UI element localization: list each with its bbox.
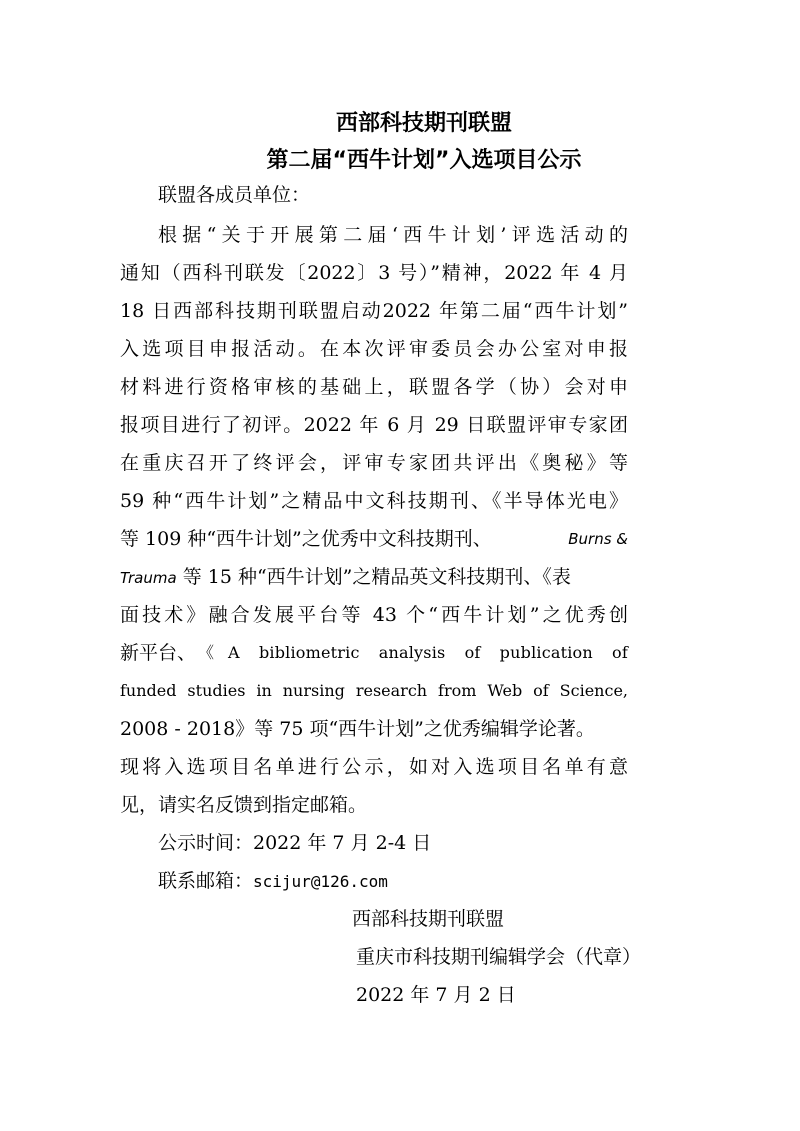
paper-title-start: 《A bibliometric analysis of publication of <box>198 643 628 662</box>
body-line-14: 2008 - 2018》等 75 项“西牛计划”之优秀编辑学论著。 <box>120 718 595 740</box>
body-line-4: 入选项目申报活动。在本次评审委员会办公室对申报 <box>120 338 628 360</box>
journal-name-italic: Burns & <box>568 530 628 548</box>
signature-org-1: 西部科技期刊联盟 <box>352 908 505 930</box>
body-line-16: 见，请实名反馈到指定邮箱。 <box>120 794 368 816</box>
contact-line <box>158 869 388 894</box>
body-text: 新平台、 <box>120 642 197 664</box>
body-text: 等 15 种“西牛计划”之精品英文科技期刊、《表 <box>176 566 571 588</box>
body-line-3: 18 日西部科技期刊联盟启动2022 年第二届“西牛计划” <box>120 300 628 322</box>
document-subtitle: 第二届“西牛计划”入选项目公示 <box>266 148 582 173</box>
body-line-1 <box>158 223 628 247</box>
signature-org-2: 重庆市科技期刊编辑学会（代章） <box>356 946 642 968</box>
salutation: 联盟各成员单位： <box>158 184 311 206</box>
contact-label: 联系邮箱： <box>158 870 254 892</box>
body-text: 根据“关于开展第二届‘西牛计划’评选活动的 <box>158 224 628 246</box>
body-line-10 <box>120 565 628 590</box>
body-line-12 <box>120 641 628 665</box>
journal-name-italic: Trauma <box>120 569 177 587</box>
body-line-8: 59 种“西牛计划”之精品中文科技期刊、《半导体光电》 <box>120 490 628 512</box>
body-text: 等 109 种“西牛计划”之优秀中文科技期刊、 <box>120 528 492 550</box>
notice-time: 公示时间：2022 年 7 月 2-4 日 <box>158 832 432 854</box>
body-line-6: 报项目进行了初评。2022 年 6 月 29 日联盟评审专家团 <box>120 414 628 436</box>
contact-email: scijur@126.com <box>253 872 388 891</box>
body-line-11: 面技术》融合发展平台等 43 个“西牛计划”之优秀创 <box>120 604 628 626</box>
body-line-9 <box>120 527 628 551</box>
body-line-7: 在重庆召开了终评会，评审专家团共评出《奥秘》等 <box>120 452 628 474</box>
signature-date: 2022 年 7 月 2 日 <box>356 984 516 1006</box>
body-line-2: 通知（西科刊联发〔2022〕3 号）”精神，2022 年 4 月 <box>120 262 628 284</box>
body-line-15: 现将入选项目名单进行公示，如对入选项目名单有意 <box>120 756 628 778</box>
document-title: 西部科技期刊联盟 <box>335 111 512 136</box>
body-line-5: 材料进行资格审核的基础上，联盟各学（协）会对申 <box>120 376 628 398</box>
body-line-13: funded studies in nursing research from Web of Science, <box>120 681 628 700</box>
